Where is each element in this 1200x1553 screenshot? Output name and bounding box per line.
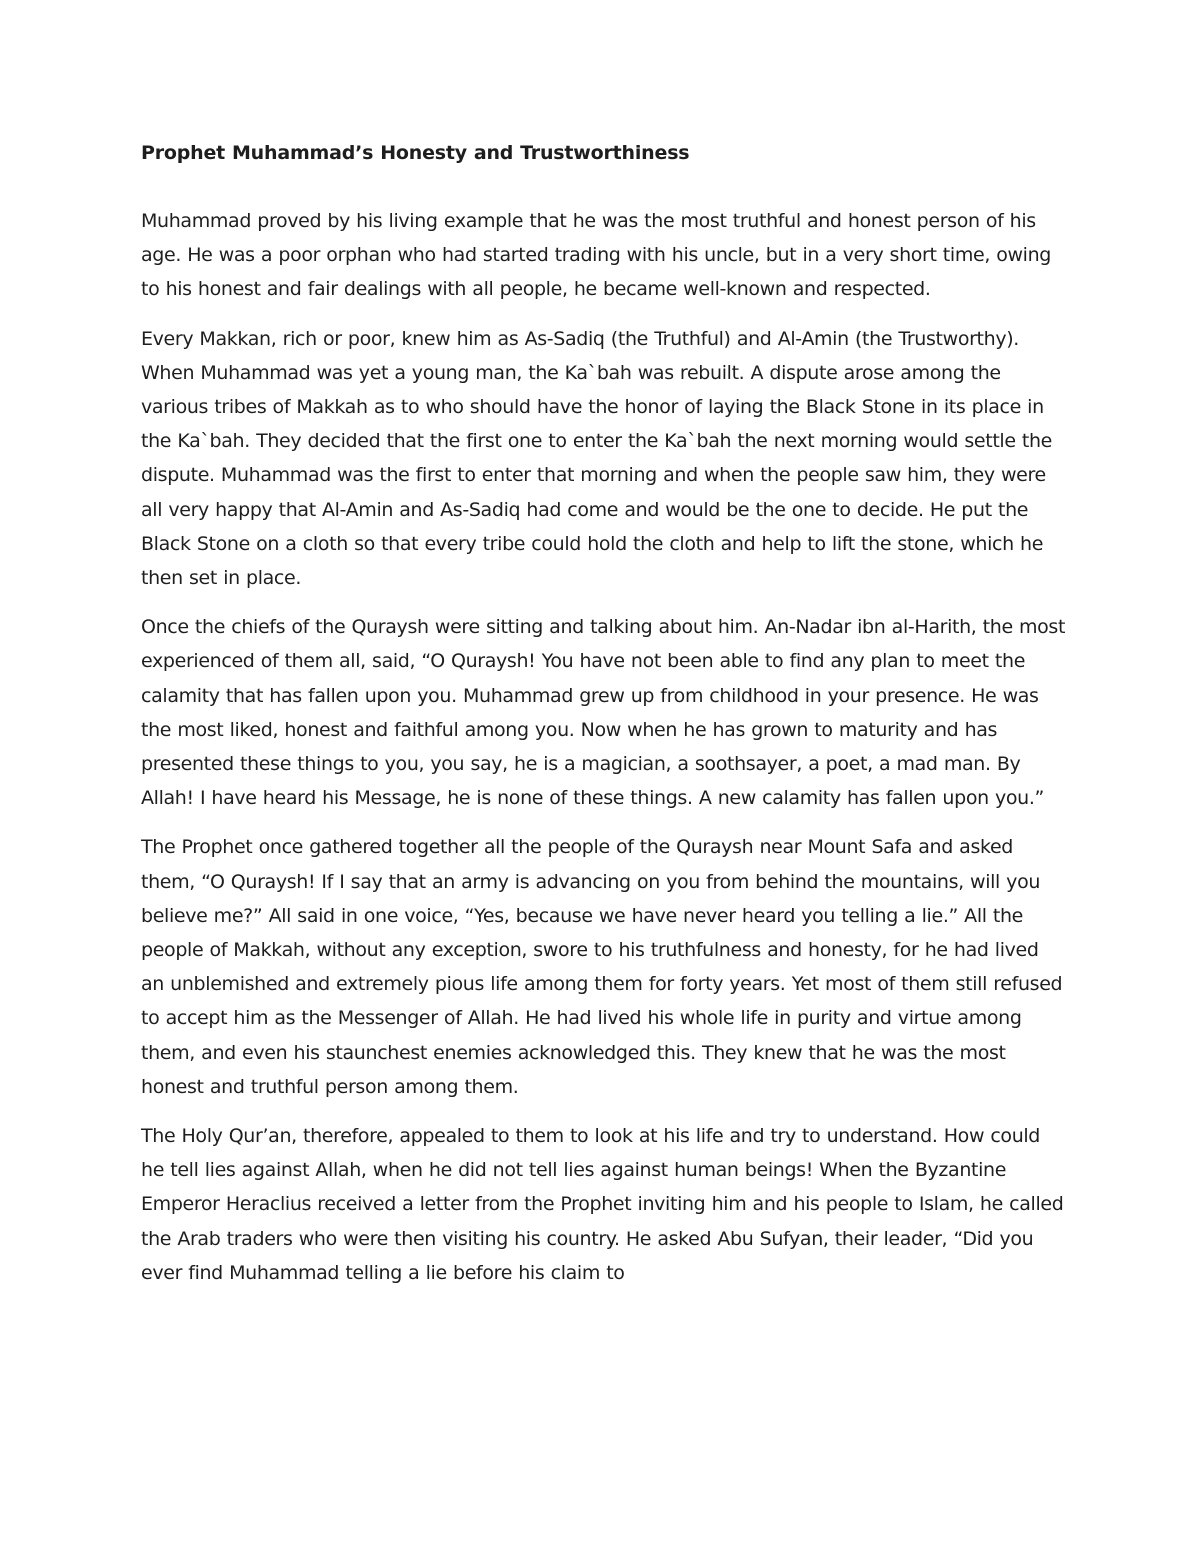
document-title: Prophet Muhammad’s Honesty and Trustworthiness [141,142,690,164]
paragraph: Muhammad proved by his living example that he was the most truthful and honest person of his age. He was a poor orphan who had started trading with his uncle, but in a very short time, owing to his honest and fair dealings with all people, he became well-known and respected. [141,210,1051,301]
paragraph: Once the chiefs of the Quraysh were sitting and talking about him. An-Nadar ibn al-Harith, the most experienced of them all, said, “O Quraysh! You have not been able to find any plan to meet the calamity that has fallen upon you. Muhammad grew up from childhood in your presence. He was the most liked, honest and faithful among you. Now when he has grown to maturity and has presented these things to you, you say, he is a magician, a soothsayer, a poet, a mad man. By Allah! I have heard his Message, he is none of these things. A new calamity has fallen upon you.” [141,616,1066,810]
document-body [141,138,1066,1305]
paragraph: Every Makkan, rich or poor, knew him as As-Sadiq (the Truthful) and Al-Amin (the Trustworthy). When Muhammad was yet a young man, the Ka`bah was rebuilt. A dispute arose among the various tribes of Makkah as to who should have the honor of laying the Black Stone in its place in the Ka`bah. They decided that the first one to enter the Ka`bah the next morning would settle the dispute. Muhammad was the first to enter that morning and when the people saw him, they were all very happy that Al-Amin and As-Sadiq had come and would be the one to decide. He put the Black Stone on a cloth so that every tribe could hold the cloth and help to lift the stone, which he then set in place. [141,327,1053,590]
paragraph: The Holy Qur’an, therefore, appealed to them to look at his life and try to understand. How could he tell lies against Allah, when he did not tell lies against human beings! When the Byzantine Emperor Heraclius received a letter from the Prophet inviting him and his people to Islam, he called the Arab traders who were then visiting his country. He asked Abu Sufyan, their leader, “Did you ever find Muhammad telling a lie before his claim to [141,1125,1064,1284]
paragraph: The Prophet once gathered together all the people of the Quraysh near Mount Safa and asked them, “O Quraysh! If I say that an army is advancing on you from behind the mountains, will you believe me?” All said in one voice, “Yes, because we have never heard you telling a lie.” All the people of Makkah, without any exception, swore to his truthfulness and honesty, for he had lived an unblemished and extremely pious life among them for forty years. Yet most of them still refused to accept him as the Messenger of Allah. He had lived his whole life in purity and virtue among them, and even his staunchest enemies acknowledged this. They knew that he was the most honest and truthful person among them. [141,836,1063,1098]
